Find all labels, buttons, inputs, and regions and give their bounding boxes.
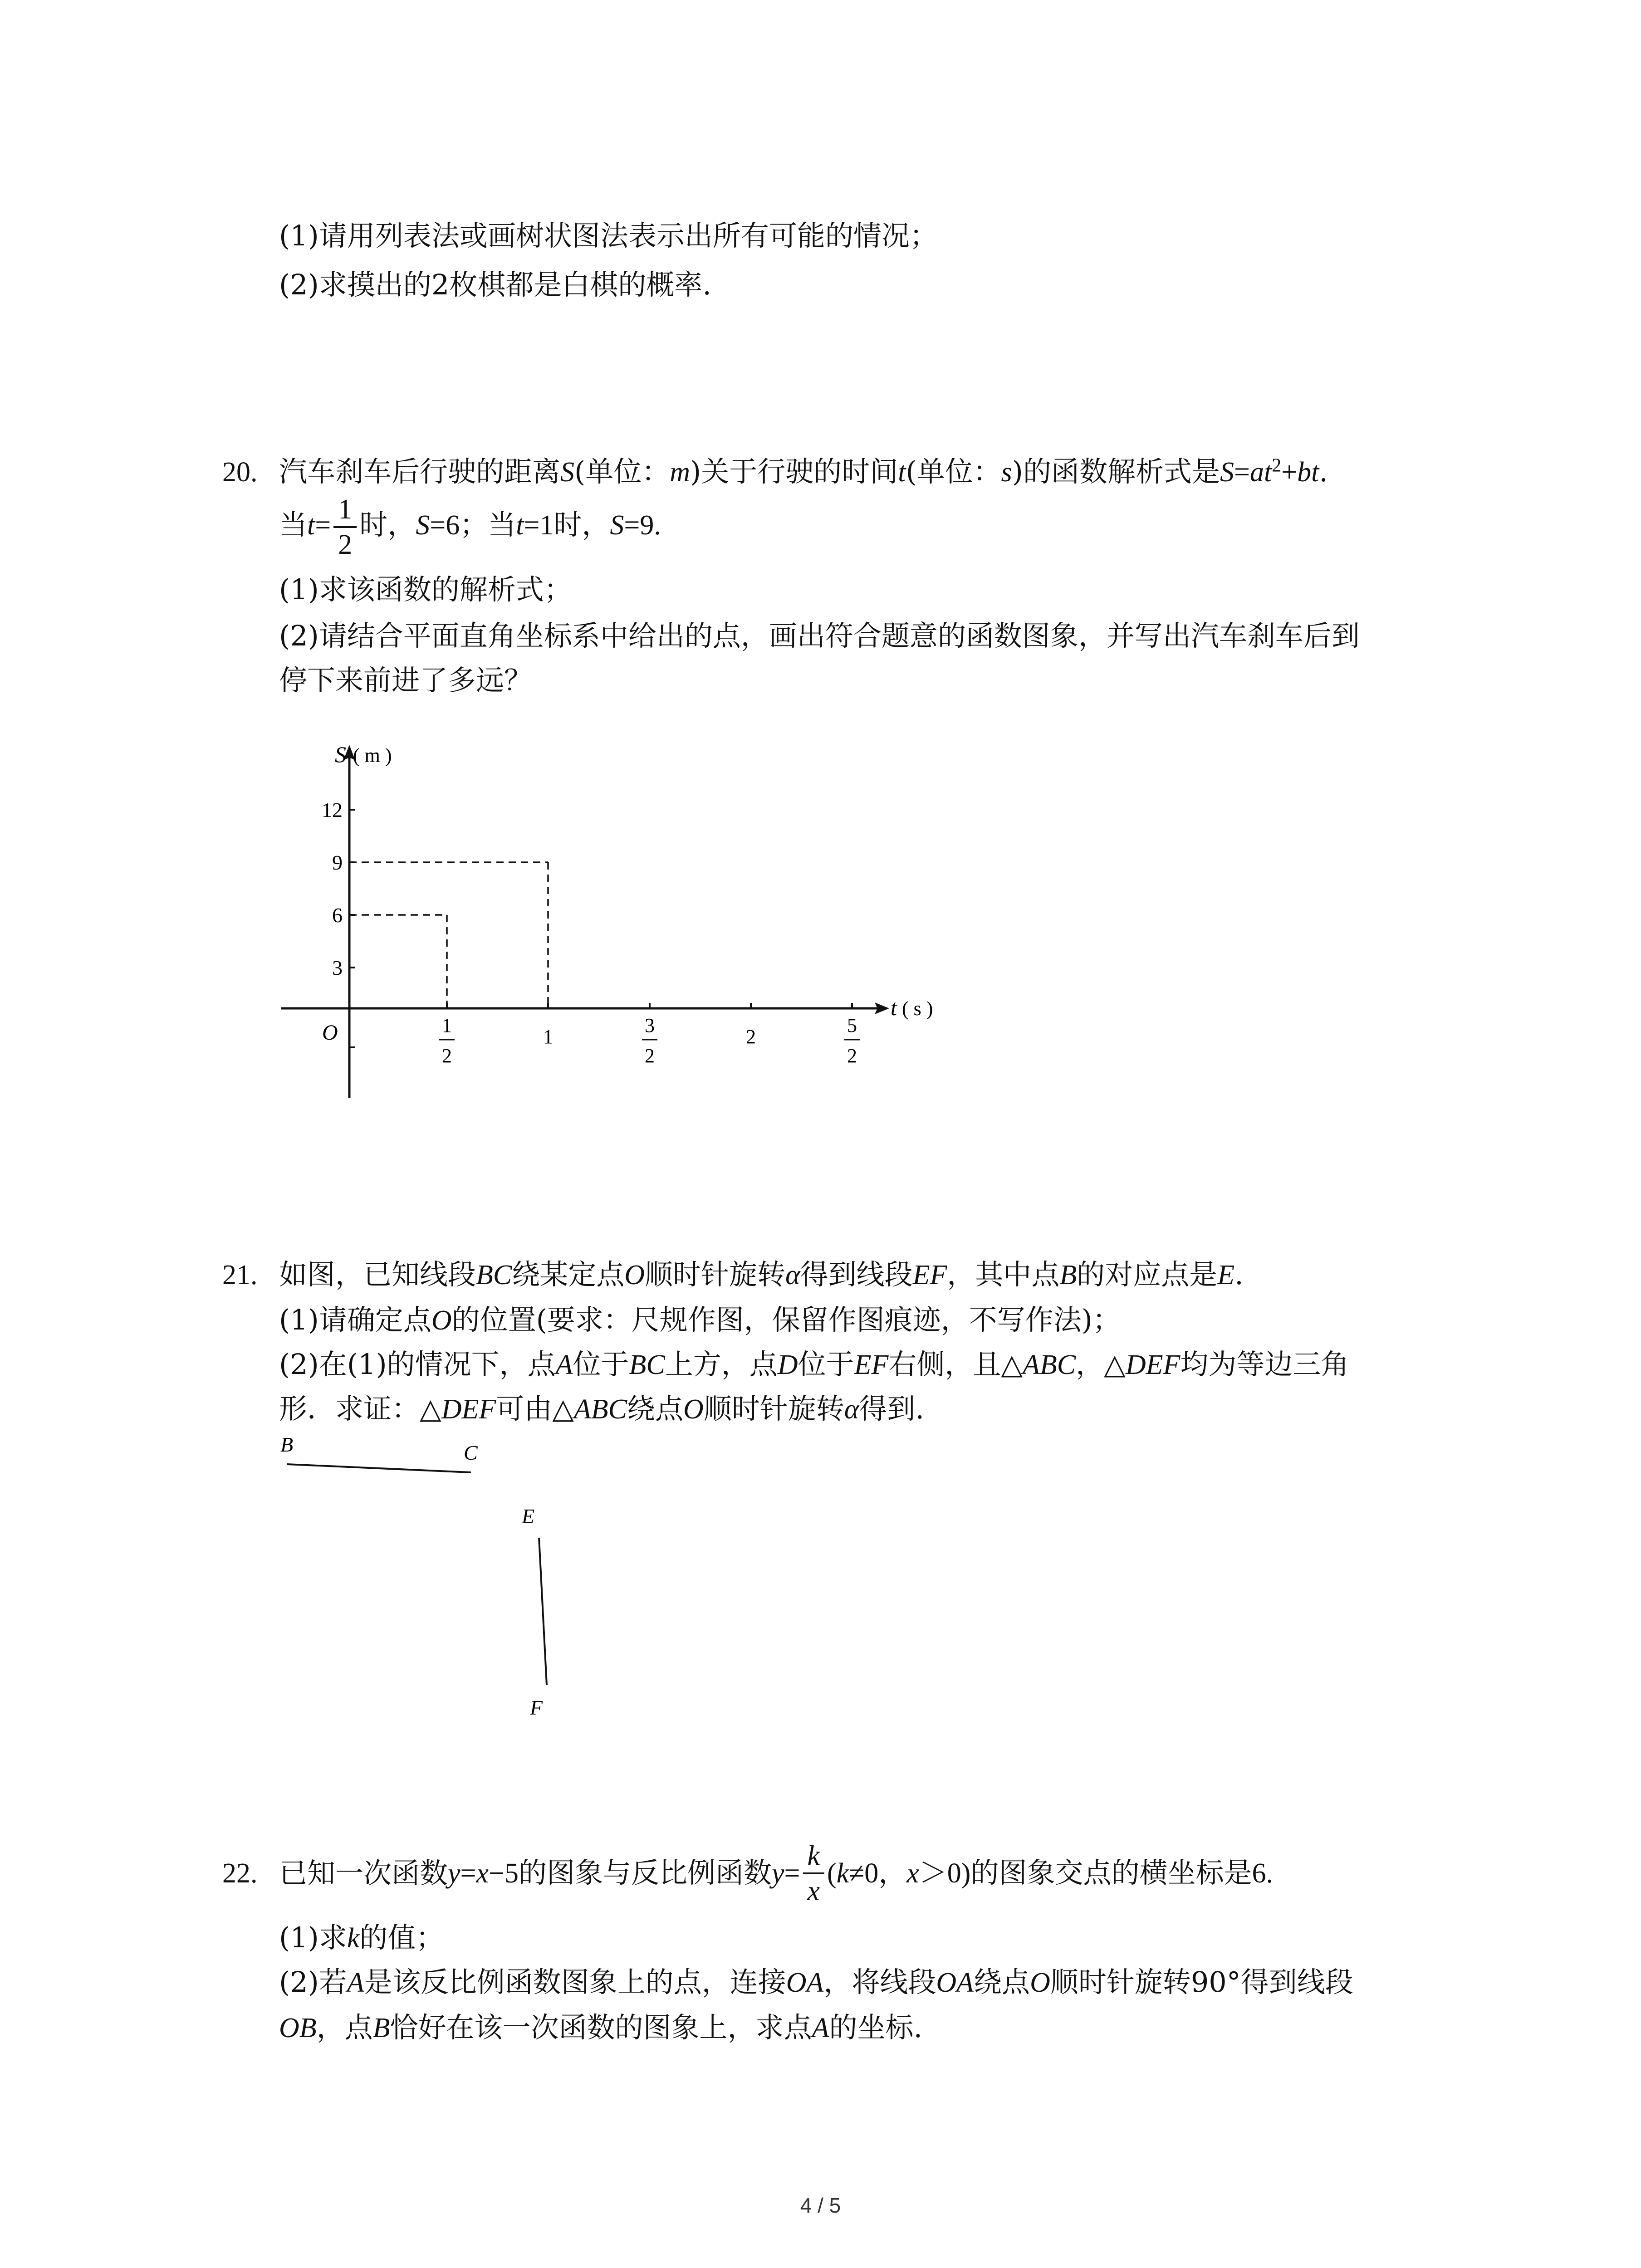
q20-part2-line1: (2)请结合平面直角坐标系中给出的点，画出符合题意的函数图象，并写出汽车刹车后到 xyxy=(279,619,1360,652)
y-tick-12: 12 xyxy=(322,798,343,821)
segment-bc xyxy=(287,1464,471,1472)
q20-part1: (1)求该函数的解析式； xyxy=(279,573,572,606)
fraction-one-half: $\frac{1}{2}$ xyxy=(333,495,357,559)
q19-part1: (1)请用列表法或画树状图法表示出所有可能的情况； xyxy=(279,219,938,252)
question-number: 22. xyxy=(222,1858,258,1889)
y-tick-9: 9 xyxy=(332,851,343,874)
q19-part2: (2)求摸出的2枚棋都是白棋的概率. xyxy=(279,268,711,301)
svg-text:2: 2 xyxy=(847,1045,857,1067)
origin-label: O xyxy=(322,1021,338,1045)
segments-figure xyxy=(254,1429,617,1728)
svg-text:2: 2 xyxy=(645,1045,655,1067)
x-tick-2: 2 xyxy=(746,1026,756,1048)
page-number: 4 / 5 xyxy=(800,2194,841,2217)
segment-ef xyxy=(539,1538,547,1685)
svg-text:1: 1 xyxy=(442,1014,452,1036)
x-tick-five-halves xyxy=(844,1014,860,1067)
coordinate-graph xyxy=(254,735,980,1107)
y-tick-3: 3 xyxy=(332,956,343,979)
y-axis-variable: S xyxy=(335,742,346,767)
svg-text:5: 5 xyxy=(847,1014,857,1036)
svg-text:3: 3 xyxy=(645,1014,655,1036)
q22-stem: 22. 已知一次函数y=x−5的图象与反比例函数y= $\frac{k}{x}$ (k≠0，x＞0)的图象交点的横坐标是6. xyxy=(222,1840,1273,1906)
x-tick-one-half xyxy=(439,1014,455,1067)
q22-part1: (1)求k的值； xyxy=(279,1921,444,1954)
label-c: C xyxy=(464,1441,478,1464)
q21-part2-line1: (2)在(1)的情况下，点A位于BC上方，点D位于EF右侧，且△ABC，△DEF均为等边三角 xyxy=(279,1348,1349,1381)
q20-part2-line2: 停下来前进了多远？ xyxy=(279,664,533,697)
q20-stem-line2: 当t= $\frac{1}{2}$ 时，S=6；当t=1时，S=9. xyxy=(279,494,661,560)
x-axis-unit: ( s ) xyxy=(902,997,933,1020)
y-tick-6: 6 xyxy=(332,904,343,927)
fraction-k-over-x: $\frac{k}{x}$ xyxy=(803,1842,825,1905)
label-f: F xyxy=(530,1696,543,1719)
x-tick-1: 1 xyxy=(543,1026,553,1048)
x-tick-three-halves xyxy=(642,1014,657,1067)
q21-stem: 21. 如图，已知线段BC绕某定点O顺时针旋转α得到线段EF，其中点B的对应点是E. xyxy=(222,1256,1244,1293)
q20-stem-line1: 20. 汽车刹车后行驶的距离S(单位：m)关于行驶的时间t(单位：s)的函数解析式是$S=at^2+bt$. xyxy=(222,454,1328,490)
svg-text:2: 2 xyxy=(442,1045,452,1067)
label-e: E xyxy=(522,1505,535,1528)
label-b: B xyxy=(280,1433,294,1456)
q22-part2-line1: (2)若A是该反比例函数图象上的点，连接OA，将线段OA绕点O顺时针旋转90°得到线段 xyxy=(279,1965,1353,1999)
q22-part2-line2: OB，点B恰好在该一次函数的图象上，求点A的坐标. xyxy=(279,2011,923,2044)
x-axis-variable: t xyxy=(891,995,897,1020)
question-number: 20. xyxy=(222,457,258,488)
q21-part1: (1)请确定点O的位置(要求：尺规作图，保留作图痕迹，不写作法)； xyxy=(279,1303,1121,1336)
y-axis-unit: ( m ) xyxy=(353,744,392,767)
question-number: 21. xyxy=(222,1260,258,1290)
q21-part2-line2: 形．求证：△DEF可由△ABC绕点O顺时针旋转α得到. xyxy=(279,1392,925,1425)
